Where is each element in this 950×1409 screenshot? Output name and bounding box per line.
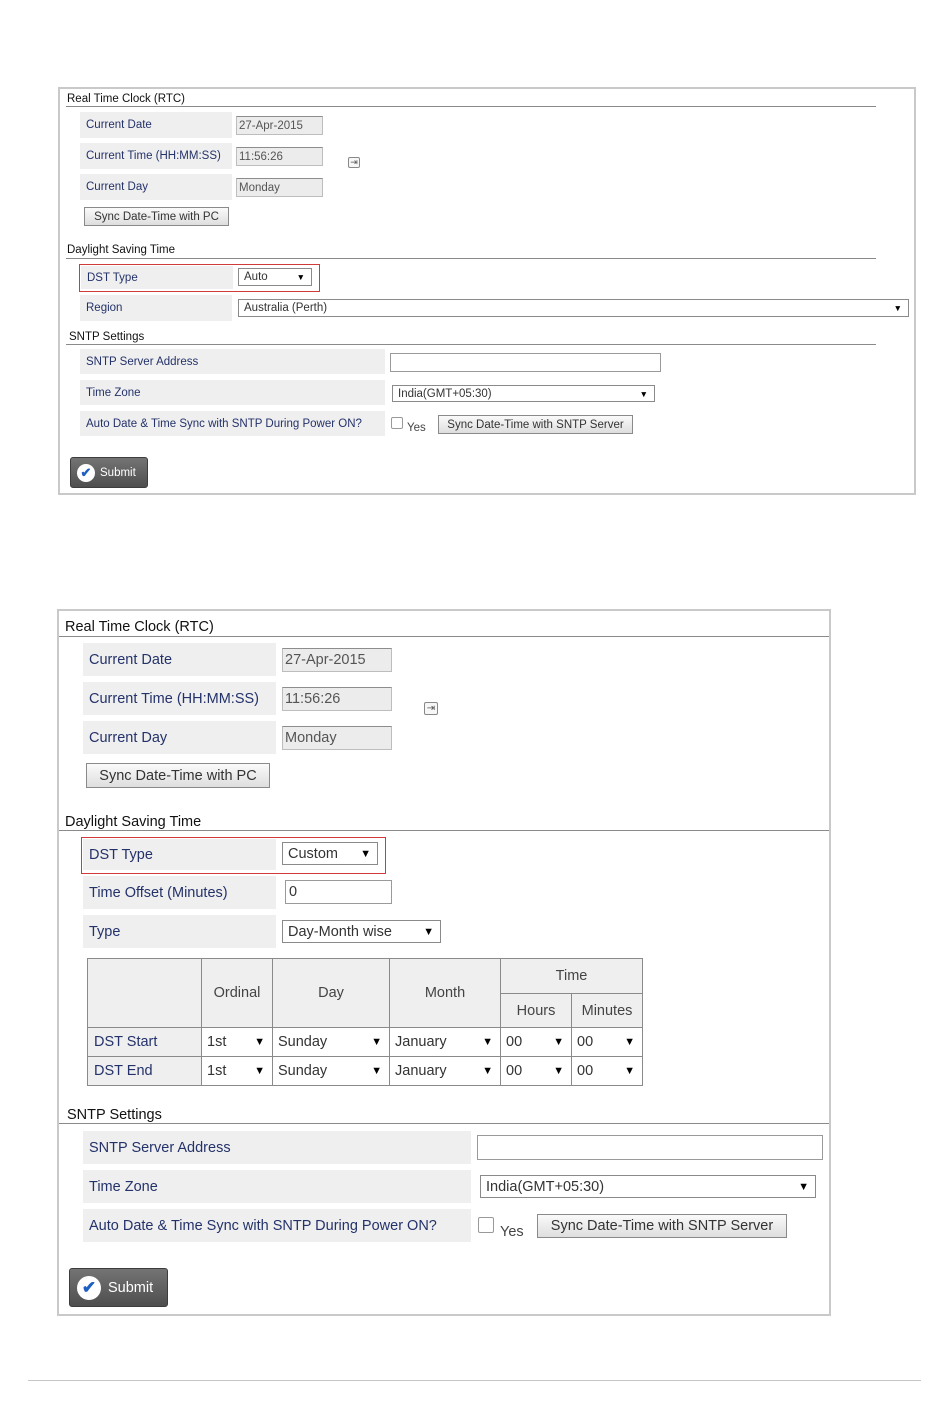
current-time-field: 11:56:26 (282, 687, 392, 711)
day-header: Day (273, 959, 390, 1028)
dst-schedule-table (87, 958, 643, 1086)
region-label: Region (80, 295, 232, 321)
dropdown-arrow-icon: ▼ (553, 1036, 564, 1048)
auto-sync-label: Auto Date & Time Sync with SNTP During Power ON? (80, 411, 385, 436)
check-icon: ✔ (77, 1276, 101, 1300)
dropdown-arrow-icon: ▼ (254, 1036, 265, 1048)
page-footer-rule (28, 1380, 921, 1381)
region-value: Australia (Perth) (244, 302, 328, 314)
current-date-label: Current Date (80, 112, 232, 138)
current-day-field: Monday (282, 726, 392, 750)
submit-button[interactable] (69, 1268, 168, 1307)
time-zone-value: India(GMT+05:30) (398, 387, 492, 400)
dst-start-ordinal-select[interactable] (202, 1028, 273, 1057)
month-value: January (395, 1063, 447, 1079)
dst-section-title: Daylight Saving Time (67, 244, 176, 256)
sntp-section-title: SNTP Settings (67, 1107, 162, 1123)
dst-end-label: DST End (88, 1057, 202, 1086)
dst-end-month-select[interactable] (390, 1057, 501, 1086)
dst-end-day-select[interactable] (273, 1057, 390, 1086)
sync-pc-button[interactable]: Sync Date-Time with PC (84, 207, 229, 226)
month-value: January (395, 1034, 447, 1050)
dst-section-rule (59, 830, 829, 831)
dropdown-arrow-icon: ▼ (254, 1065, 265, 1077)
dropdown-arrow-icon: ▼ (553, 1065, 564, 1077)
time-zone-label: Time Zone (83, 1170, 471, 1203)
current-time-label: Current Time (HH:MM:SS) (80, 143, 232, 169)
dst-type-label: DST Type (83, 839, 276, 870)
current-time-label: Current Time (HH:MM:SS) (83, 682, 276, 715)
table-row (88, 1028, 643, 1057)
dst-type-select[interactable] (282, 842, 378, 865)
sync-pc-button[interactable]: Sync Date-Time with PC (86, 763, 270, 788)
sntp-server-label: SNTP Server Address (80, 349, 385, 374)
dropdown-arrow-icon: ▼ (423, 925, 434, 938)
time-zone-select[interactable] (392, 385, 655, 402)
submit-label: Submit (108, 1279, 154, 1296)
dst-section-rule (66, 258, 876, 259)
ordinal-value: 1st (207, 1063, 227, 1079)
dst-mode-value: Day-Month wise (288, 923, 392, 940)
current-day-label: Current Day (83, 721, 276, 754)
dropdown-arrow-icon: ▼ (296, 272, 305, 282)
submit-button[interactable] (70, 457, 148, 488)
sync-sntp-button[interactable]: Sync Date-Time with SNTP Server (438, 415, 633, 434)
table-row (88, 1057, 643, 1086)
time-offset-input[interactable]: 0 (285, 880, 392, 904)
dropdown-arrow-icon: ▼ (624, 1065, 635, 1077)
dropdown-arrow-icon: ▼ (360, 847, 371, 860)
current-day-field: Monday (236, 178, 323, 197)
refresh-icon[interactable]: ⇥ (348, 157, 360, 168)
dst-type-label: DST Type (81, 266, 233, 289)
sync-sntp-button[interactable]: Sync Date-Time with SNTP Server (537, 1214, 787, 1238)
ordinal-header: Ordinal (202, 959, 273, 1028)
sntp-server-input[interactable] (477, 1135, 823, 1160)
dropdown-arrow-icon: ▼ (371, 1036, 382, 1048)
current-date-field: 27-Apr-2015 (236, 116, 323, 135)
dropdown-arrow-icon: ▼ (893, 303, 902, 313)
dst-type-select[interactable] (238, 268, 312, 286)
dst-start-label: DST Start (88, 1028, 202, 1057)
ordinal-value: 1st (207, 1034, 227, 1050)
rtc-section-title: Real Time Clock (RTC) (67, 93, 185, 105)
dst-type-value: Auto (244, 271, 268, 283)
rtc-section-title: Real Time Clock (RTC) (65, 619, 214, 635)
auto-sync-checkbox[interactable] (391, 417, 403, 429)
dst-start-minutes-select[interactable] (572, 1028, 643, 1057)
dst-end-hours-select[interactable] (501, 1057, 572, 1086)
month-header: Month (390, 959, 501, 1028)
time-offset-label: Time Offset (Minutes) (83, 876, 276, 909)
rtc-section-rule (66, 106, 876, 107)
submit-label: Submit (100, 466, 136, 479)
time-zone-select[interactable] (480, 1175, 816, 1198)
minutes-value: 00 (577, 1063, 594, 1079)
sntp-section-rule (66, 344, 876, 345)
dropdown-arrow-icon: ▼ (624, 1036, 635, 1048)
region-select[interactable] (238, 299, 909, 317)
hours-header: Hours (501, 994, 572, 1028)
dst-start-hours-select[interactable] (501, 1028, 572, 1057)
dropdown-arrow-icon: ▼ (639, 388, 648, 399)
auto-sync-label: Auto Date & Time Sync with SNTP During Power ON? (83, 1209, 471, 1242)
dst-start-day-select[interactable] (273, 1028, 390, 1057)
sntp-section-title: SNTP Settings (69, 331, 145, 343)
rtc-settings-panel-auto (58, 87, 916, 495)
dst-mode-select[interactable] (282, 920, 441, 943)
dst-start-month-select[interactable] (390, 1028, 501, 1057)
sntp-server-input[interactable] (390, 353, 661, 372)
rtc-section-rule (59, 636, 829, 637)
dst-end-minutes-select[interactable] (572, 1057, 643, 1086)
dropdown-arrow-icon: ▼ (482, 1036, 493, 1048)
auto-sync-checkbox[interactable] (478, 1217, 494, 1233)
dropdown-arrow-icon: ▼ (482, 1065, 493, 1077)
current-date-field: 27-Apr-2015 (282, 648, 392, 672)
dst-end-ordinal-select[interactable] (202, 1057, 273, 1086)
time-zone-value: India(GMT+05:30) (486, 1178, 605, 1195)
hours-value: 00 (506, 1063, 523, 1079)
sntp-section-rule (59, 1123, 829, 1124)
rtc-settings-panel-custom (57, 609, 831, 1316)
sntp-server-label: SNTP Server Address (83, 1131, 471, 1164)
dropdown-arrow-icon: ▼ (371, 1065, 382, 1077)
time-header: Time (501, 959, 643, 994)
yes-label: Yes (500, 1224, 524, 1240)
dropdown-arrow-icon: ▼ (798, 1180, 809, 1193)
day-value: Sunday (278, 1034, 328, 1050)
time-zone-label: Time Zone (80, 380, 385, 405)
current-day-label: Current Day (80, 174, 232, 200)
dst-section-title: Daylight Saving Time (65, 814, 202, 830)
dst-type-value: Custom (288, 845, 338, 862)
dst-mode-label: Type (83, 915, 276, 948)
current-date-label: Current Date (83, 643, 276, 676)
minutes-header: Minutes (572, 994, 643, 1028)
refresh-icon[interactable]: ⇥ (424, 702, 438, 715)
minutes-value: 00 (577, 1034, 594, 1050)
day-value: Sunday (278, 1063, 328, 1079)
check-icon: ✔ (77, 464, 95, 482)
hours-value: 00 (506, 1034, 523, 1050)
table-corner-header (88, 959, 202, 1028)
current-time-field: 11:56:26 (236, 147, 323, 166)
yes-label: Yes (407, 422, 426, 434)
